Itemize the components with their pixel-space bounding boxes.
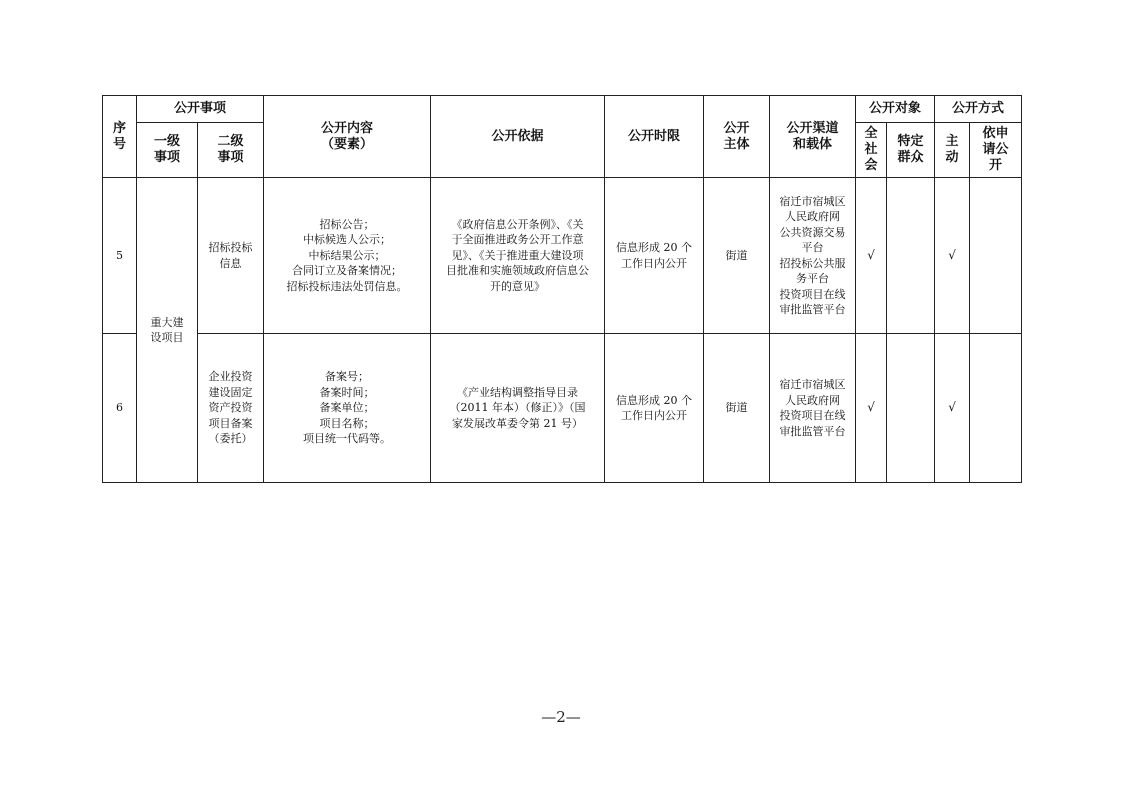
header-method-active: 主 动 [935,123,970,178]
row-target-all-check: √ [856,334,887,483]
row-content: 招标公告； 中标候选人公示； 中标结果公示； 合同订立及备案情况； 招标投标违法处罚信息。 [264,178,431,334]
row-target-all-check: √ [856,178,887,334]
page-number: —2— [541,708,581,726]
row-basis: 《产业结构调整指导目录 （2011 年本）（修正）》（国 家发展改革委令第 21 号） [431,334,605,483]
table-row [103,178,1022,334]
row-content: 备案号； 备案时间； 备案单位； 项目名称； 项目统一代码等。 [264,334,431,483]
table-row [103,334,1022,483]
header-target-group: 公开对象 [856,96,935,123]
row-basis: 《政府信息公开条例》、《关 于全面推进政务公开工作意 见》、《关于推进重大建设项 目批准和实施领域政府信息公 开的意见》 [431,178,605,334]
row-method-active-check: √ [935,334,970,483]
row-target-specific [887,178,935,334]
header-subject: 公开 主体 [704,96,770,178]
row-channel: 宿迁市宿城区 人民政府网 投资项目在线 审批监管平台 [770,334,856,483]
header-target-specific: 特定 群众 [887,123,935,178]
header-item-group: 公开事项 [137,96,264,123]
header-time-limit: 公开时限 [605,96,704,178]
row-method-active-check: √ [935,178,970,334]
header-basis: 公开依据 [431,96,605,178]
header-content: 公开内容 （要素） [264,96,431,178]
disclosure-table [102,95,1022,483]
row-channel: 宿迁市宿城区 人民政府网 公共资源交易 平台 招投标公共服 务平台 投资项目在线 审批监管平台 [770,178,856,334]
header-seq: 序 号 [103,96,137,178]
row-seq: 6 [103,334,137,483]
row-method-request [970,178,1022,334]
row-subject: 街道 [704,334,770,483]
row-time-limit: 信息形成 20 个 工作日内公开 [605,178,704,334]
row-level2: 招标投标 信息 [198,178,264,334]
header-level2: 二级 事项 [198,123,264,178]
level1-item: 重大建 设项目 [137,178,198,483]
header-channel: 公开渠道 和载体 [770,96,856,178]
header-row-1 [103,96,1022,123]
row-target-specific [887,334,935,483]
header-level1: 一级 事项 [137,123,198,178]
row-method-request [970,334,1022,483]
header-target-all: 全 社 会 [856,123,887,178]
header-method-group: 公开方式 [935,96,1022,123]
row-subject: 街道 [704,178,770,334]
row-level2: 企业投资 建设固定 资产投资 项目备案 （委托） [198,334,264,483]
row-time-limit: 信息形成 20 个 工作日内公开 [605,334,704,483]
header-method-request: 依申 请公 开 [970,123,1022,178]
row-seq: 5 [103,178,137,334]
